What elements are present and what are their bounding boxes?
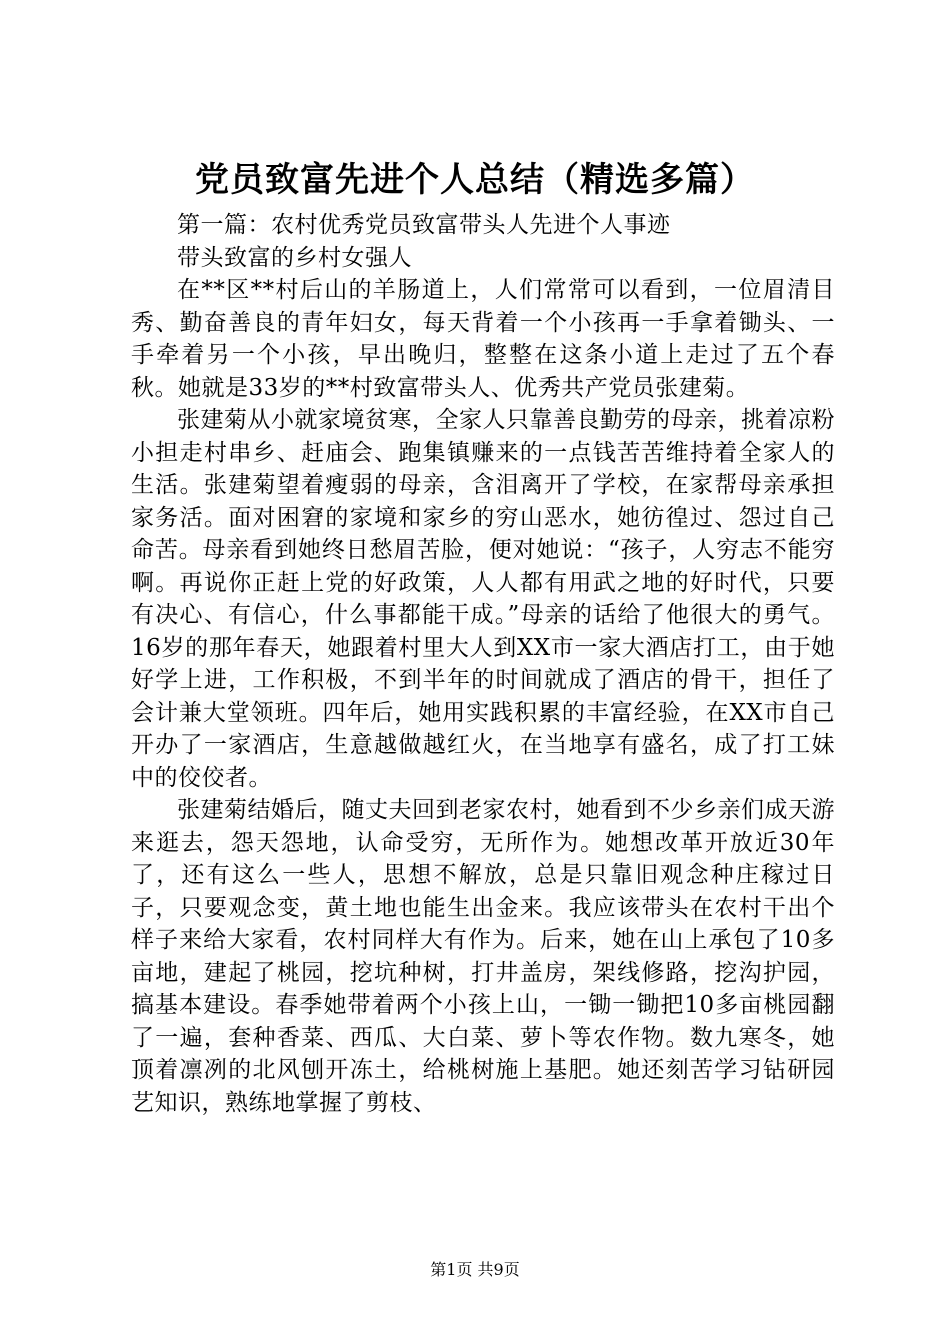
- page-number-footer: 第1页 共9页: [430, 1260, 520, 1279]
- body-paragraph: 在**区**村后山的羊肠道上，人们常常可以看到，一位眉清目秀、勤奋善良的青年妇女，每天背着一个小孩再一手拿着锄头、一手牵着另一个小孩，早出晚归，整整在这条小道上走过了五个春秋。她就是33岁的**村致富带头人、优秀共产党员张建菊。: [131, 277, 835, 401]
- body-paragraph: 张建菊结婚后，随丈夫回到老家农村，她看到不少乡亲们成天游来逛去，怨天怨地，认命受穷，无所作为。她想改革开放近30年了，还有这么一些人，思想不解放，总是只靠旧观念种庄稼过日子，只要观念变，黄土地也能生出金来。我应该带头在农村干出个样子来给大家看，农村同样大有作为。后来，她在山上承包了10多亩地，建起了桃园，挖坑种树，打井盖房，架线修路，挖沟护园，搞基本建设。春季她带着两个小孩上山，一锄一锄把10多亩桃园翻了一遍，套种香菜、西瓜、大白菜、萝卜等农作物。数九寒冬，她顶着凛冽的北风刨开冻土，给桃树施上基肥。她还刻苦学习钻研园艺知识，熟练地掌握了剪枝、: [131, 797, 835, 1116]
- document-title: 党员致富先进个人总结（精选多篇）: [195, 160, 755, 200]
- body-paragraph: 张建菊从小就家境贫寒，全家人只靠善良勤劳的母亲，挑着凉粉小担走村串乡、赶庙会、跑集镇赚来的一点钱苦苦维持着全家人的生活。张建菊望着瘦弱的母亲，含泪离开了学校，在家帮母亲承担家务活。面对困窘的家境和家乡的穷山恶水，她彷徨过、怨过自己命苦。母亲看到她终日愁眉苦脸，便对她说：“孩子，人穷志不能穷啊。再说你正赶上党的好政策，人人都有用武之地的好时代，只要有决心、有信心，什么事都能干成。”母亲的话给了他很大的勇气。16岁的那年春天，她跟着村里大人到XX市一家大酒店打工，由于她好学上进，工作积极，不到半年的时间就成了酒店的骨干，担任了会计兼大堂领班。四年后，她用实践积累的丰富经验，在XX市自己开办了一家酒店，生意越做越红火，在当地享有盛名，成了打工妹中的佼佼者。: [131, 407, 835, 791]
- document-body: [131, 209, 835, 1119]
- subtitle-paragraph: 第一篇：农村优秀党员致富带头人先进个人事迹: [177, 212, 671, 238]
- section-heading: 带头致富的乡村女强人: [177, 244, 412, 271]
